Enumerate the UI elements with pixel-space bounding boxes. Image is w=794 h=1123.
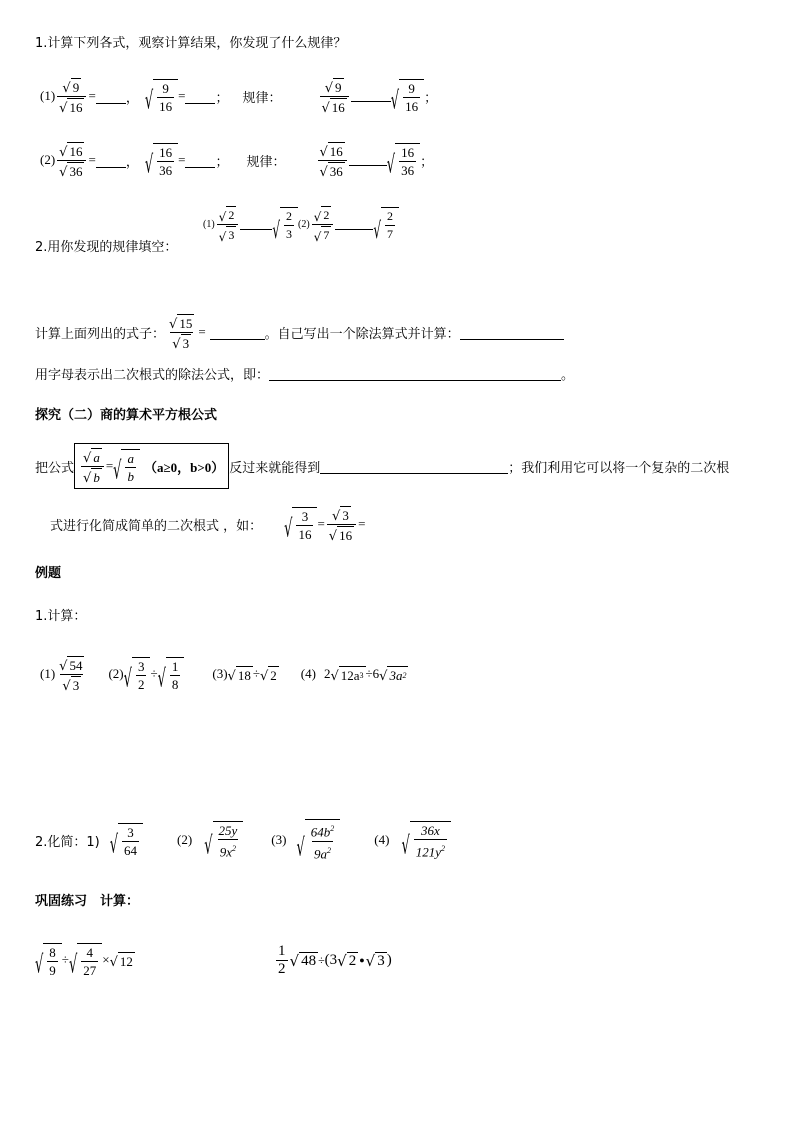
sqrt-18: √ 18 — [227, 667, 251, 684]
answer-blank[interactable] — [96, 89, 126, 104]
own-division-blank[interactable] — [460, 325, 564, 340]
frac-sqrt2-over-sqrt7: √ 2 √ 7 — [312, 206, 334, 243]
sqrt-1-over-8: √ $\frac{1}{8}$ — [158, 657, 185, 692]
practice-expr-1: √ $\frac{8}{9}$ ÷ √ $\frac{4}{27}$ × √ 12 — [35, 944, 133, 980]
sqrt-12a-cubed: √ 12a 3 — [330, 667, 364, 684]
example-q1-row: (1) √ 54 √ 3 (2) √ $\frac{3}{2}$ ÷ √ $\frac{1}{8}$ (3) √ 18 ÷ √ 2 (4) 2 √ 12a 3 ÷ 6 √ 3a 2 — [40, 650, 408, 698]
relation-blank[interactable] — [335, 219, 373, 230]
q2-title: 2.用你发现的规律填空： — [35, 240, 178, 255]
frac-sqrt16-over-sqrt36: √ 16 √ 36 — [57, 141, 86, 179]
explore-line2: 式进行化简成简单的二次根式 ，如： √ $\frac{3}{16}$ = √ 3 √ 16 = — [50, 506, 365, 542]
sqrt-16-over-36: √ $\frac{16}{36}$ — [387, 143, 420, 178]
q2-pattern-row: (1) √ 2 √ 3 √ $\frac{2}{3}$ (2) √ 2 √ 7 √ $\frac{2}{7}$ — [203, 204, 399, 244]
quotient-formula-box: √ a √ b = √ $\frac{a}{b}$ （a≥0，b>0） — [74, 443, 229, 489]
answer-blank[interactable] — [185, 153, 215, 168]
explore-row: 把公式 √ a √ b = √ $\frac{a}{b}$ （a≥0，b>0） 反过来就能得到 ；我们利用它可以将一个复杂的二次根 — [35, 442, 729, 490]
frac-sqrt2-over-sqrt3: √ 2 √ 3 — [217, 206, 239, 243]
sqrt-2: √ 2 — [337, 951, 357, 970]
sqrt-3-over-2: √ $\frac{3}{2}$ — [124, 657, 151, 692]
q1-row2-num: (2) — [40, 152, 56, 167]
relation-blank[interactable] — [351, 91, 391, 102]
q2-calc-row: 计算上面列出的式子： √ 15 √ 3 = 。自己写出一个除法算式并计算： — [35, 314, 564, 350]
frac-sqrt16-over-sqrt36: √ 16 √ 36 — [318, 141, 347, 179]
sqrt-2-over-3: √ $\frac{2}{3}$ — [272, 207, 298, 242]
sqrt-12: √ 12 — [109, 953, 133, 970]
inverse-formula-blank[interactable] — [320, 459, 508, 474]
practice-heading: 巩固练习 计算： — [35, 894, 140, 909]
sqrt-3-over-16: √ $\frac{3}{16}$ — [284, 507, 317, 542]
sqrt-4-over-27: √ $\frac{4}{27}$ — [69, 943, 102, 978]
explore-heading: 探究（二）商的算术平方根公式 — [35, 408, 218, 423]
rule-label: 规律： — [246, 154, 286, 170]
frac-sqrt9-over-sqrt16: √ 9 √ 16 — [57, 77, 86, 115]
frac-one-half: $\frac{1}{2}$ — [278, 942, 286, 977]
answer-blank[interactable] — [185, 89, 215, 104]
calc-label: 计算上面列出的式子： — [35, 326, 166, 342]
example-q2-row: 2.化简：1) √ $\frac{3}{64}$ (2) √ $\frac{25y}{9x^2}$ (3) √ $\frac{64b^2}{9a^2}$ (4) √ $\frac{36x}{121y^2}$ — [35, 818, 451, 862]
sqrt-64b2-over-9a2: √ $\frac{64b^2}{9a^2}$ — [296, 819, 340, 861]
sqrt-36x-over-121y2: √ $\frac{36x}{121y^2}$ — [401, 821, 451, 859]
relation-blank[interactable] — [240, 219, 272, 230]
q1-row-1: (1) √ 9 √ 16 = ， √ $\frac{9}{16}$ = ； 规律： √ 9 √ 16 √ $\frac{9}{16}$ ； — [40, 76, 437, 116]
sqrt-3-over-64: √ $\frac{3}{64}$ — [110, 823, 143, 858]
sqrt-16-over-36: √ $\frac{16}{36}$ — [145, 143, 178, 178]
example-q1-title: 1.计算： — [35, 609, 87, 624]
calc-answer-blank[interactable] — [210, 325, 265, 340]
sqrt-2-over-7: √ $\frac{2}{7}$ — [373, 207, 399, 242]
answer-blank[interactable] — [96, 153, 126, 168]
q1-row-2: (2) √ 16 √ 36 = ， √ $\frac{16}{36}$ = ； 规律： √ 16 √ 36 √ $\frac{16}{36}$ ； — [40, 140, 433, 180]
sqrt-2: √ 2 — [259, 667, 277, 684]
sqrt-25y-over-9x2: √ $\frac{25y}{9x^2}$ — [204, 821, 243, 859]
frac-sqrt15-over-sqrt3: √ 15 √ 3 — [169, 315, 193, 353]
example-heading: 例题 — [35, 566, 62, 581]
frac-sqrt54-over-sqrt3: √ 54 √ 3 — [59, 657, 83, 695]
sqrt-3: √ 3 — [365, 951, 385, 970]
sqrt-8-over-9: √ $\frac{8}{9}$ — [35, 943, 62, 978]
formula-blank[interactable] — [269, 366, 561, 381]
frac-sqrt3-over-sqrt16: √ 3 √ 16 — [327, 505, 356, 543]
sqrt-9-over-16: √ $\frac{9}{16}$ — [391, 79, 424, 114]
q2-formula-row: 用字母表示出二次根式的除法公式，即： 。 — [35, 368, 575, 383]
q1-row1-num: (1) — [40, 88, 56, 103]
practice-expr-2: $\frac{1}{2}$ √ 48 ÷ ( 3 √ 2 ● √ 3 ) — [278, 942, 392, 977]
sqrt-48: √ 48 — [289, 951, 317, 970]
frac-sqrt9-over-sqrt16: √ 9 √ 16 — [320, 77, 349, 115]
rule-label: 规律： — [242, 90, 282, 106]
sqrt-3a-squared: √ 3a 2 — [379, 667, 407, 684]
sqrt-9-over-16: √ $\frac{9}{16}$ — [145, 79, 178, 114]
q1-title: 1.计算下列各式，观察计算结果，你发现了什么规律？ — [35, 36, 347, 51]
relation-blank[interactable] — [349, 155, 387, 166]
